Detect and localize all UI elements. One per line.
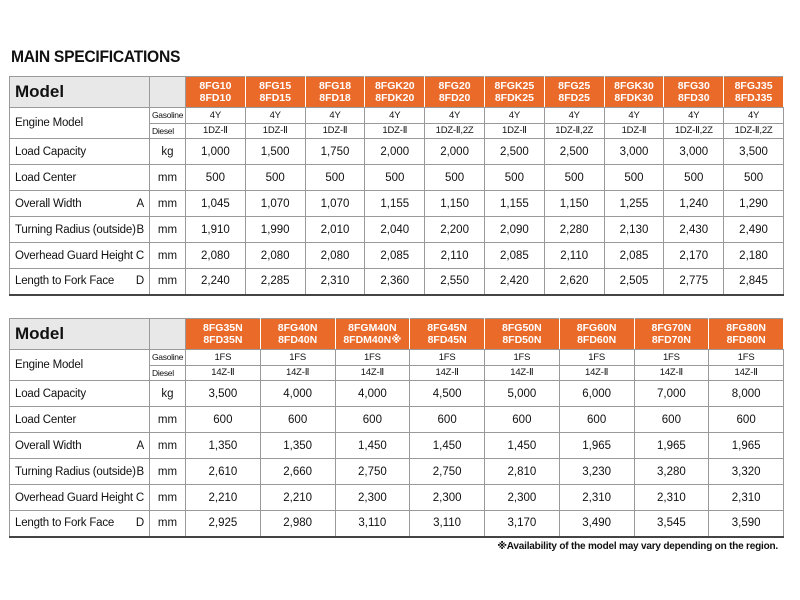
spec-value-cell: 600 <box>634 407 709 433</box>
spec-value-cell: 4,000 <box>260 381 335 407</box>
engine-diesel-cell: 1DZ-Ⅱ <box>484 123 544 139</box>
spec-row <box>10 191 784 217</box>
unit-cell: kg <box>150 381 186 407</box>
spec-value-cell: 2,040 <box>365 217 425 243</box>
spec-value-cell: 500 <box>365 165 425 191</box>
spec-value-cell: 600 <box>186 407 261 433</box>
model-name-cell <box>186 77 246 108</box>
diesel-model-name: 8FDK30 <box>614 92 654 104</box>
gasoline-model-name: 8FG35N <box>203 322 243 334</box>
spec-value-cell: 2,240 <box>186 269 246 295</box>
engine-gasoline-cell: 4Y <box>724 108 784 124</box>
spec-value-cell: 600 <box>485 407 560 433</box>
model-name-cell <box>559 319 634 350</box>
model-name-cell <box>186 319 261 350</box>
spec-label-cell <box>10 407 150 433</box>
engine-gasoline-cell: 1FS <box>709 350 784 366</box>
engine-diesel-cell: 14Z-Ⅱ <box>335 365 410 381</box>
engine-gasoline-cell: 4Y <box>245 108 305 124</box>
model-name-cell <box>260 319 335 350</box>
gasoline-model-name: 8FG45N <box>427 322 467 334</box>
engine-diesel-cell: 14Z-Ⅱ <box>410 365 485 381</box>
model-header-label: Model <box>10 319 150 350</box>
gasoline-model-name: 8FG30 <box>677 80 710 92</box>
spec-value-cell: 2,300 <box>410 485 485 511</box>
diesel-model-name: 8FDK20 <box>375 92 415 104</box>
spec-row <box>10 511 784 537</box>
gasoline-model-name: 8FG60N <box>576 322 617 334</box>
spec-value-cell: 2,280 <box>544 217 604 243</box>
spec-value-cell: 1,000 <box>186 139 246 165</box>
gasoline-model-name: 8FGK30 <box>614 80 654 92</box>
spec-label-cell <box>10 433 150 459</box>
diesel-model-name: 8FD70N <box>651 334 691 346</box>
spec-value-cell: 1,240 <box>664 191 724 217</box>
spec-value-cell: 600 <box>335 407 410 433</box>
spec-row <box>10 217 784 243</box>
spec-value-cell: 3,000 <box>604 139 664 165</box>
diesel-model-name: 8FD18 <box>319 92 351 104</box>
engine-gasoline-cell: 1FS <box>410 350 485 366</box>
engine-diesel-cell: 14Z-Ⅱ <box>186 365 261 381</box>
diesel-model-name: 8FD20 <box>438 92 471 104</box>
gasoline-model-name: 8FGK20 <box>374 80 415 92</box>
spec-value-cell: 2,090 <box>484 217 544 243</box>
spec-value-cell: 2,845 <box>724 269 784 295</box>
dimension-code: A <box>136 439 144 452</box>
spec-label: Overall Width <box>15 197 82 210</box>
header-spacer <box>150 77 186 108</box>
spec-value-cell: 2,285 <box>245 269 305 295</box>
engine-diesel-cell: 1DZ-Ⅱ <box>186 123 246 139</box>
spec-value-cell: 500 <box>724 165 784 191</box>
dimension-code: B <box>136 223 144 236</box>
engine-gasoline-cell: 4Y <box>186 108 246 124</box>
spec-value-cell: 2,420 <box>484 269 544 295</box>
spec-value-cell: 600 <box>709 407 784 433</box>
spec-value-cell: 2,925 <box>186 511 261 537</box>
spec-value-cell: 2,660 <box>260 459 335 485</box>
engine-gasoline-cell: 4Y <box>365 108 425 124</box>
engine-diesel-cell: 14Z-Ⅱ <box>559 365 634 381</box>
spec-label-cell <box>10 459 150 485</box>
dimension-code: C <box>135 491 144 504</box>
spec-row <box>10 459 784 485</box>
diesel-model-name: 8FD15 <box>259 92 291 104</box>
gasoline-model-name: 8FG50N <box>502 322 542 334</box>
engine-diesel-cell: 1DZ-Ⅱ,2Z <box>724 123 784 139</box>
unit-cell: mm <box>150 191 186 217</box>
spec-value-cell: 500 <box>186 165 246 191</box>
spec-value-cell: 2,980 <box>260 511 335 537</box>
engine-diesel-cell: 14Z-Ⅱ <box>260 365 335 381</box>
spec-value-cell: 2,500 <box>484 139 544 165</box>
spec-label-cell <box>10 139 150 165</box>
model-name-cell <box>485 319 560 350</box>
engine-gasoline-cell: 1FS <box>335 350 410 366</box>
spec-value-cell: 1,350 <box>186 433 261 459</box>
spec-row <box>10 165 784 191</box>
spec-value-cell: 3,230 <box>559 459 634 485</box>
dimension-code: D <box>135 517 144 530</box>
gasoline-model-name: 8FGM40N <box>348 322 397 334</box>
spec-value-cell: 2,750 <box>410 459 485 485</box>
dimension-code: B <box>136 465 144 478</box>
engine-gasoline-cell: 1FS <box>634 350 709 366</box>
engine-gasoline-cell: 4Y <box>484 108 544 124</box>
spec-value-cell: 2,490 <box>724 217 784 243</box>
spec-value-cell: 2,300 <box>335 485 410 511</box>
spec-value-cell: 1,910 <box>186 217 246 243</box>
unit-cell: mm <box>150 433 186 459</box>
spec-value-cell: 2,085 <box>365 243 425 269</box>
engine-diesel-cell: 1DZ-Ⅱ <box>305 123 365 139</box>
spec-value-cell: 2,170 <box>664 243 724 269</box>
model-name-cell <box>365 77 425 108</box>
gasoline-model-name: 8FG80N <box>726 322 766 334</box>
model-name-cell <box>484 77 544 108</box>
spec-value-cell: 2,310 <box>305 269 365 295</box>
spec-value-cell: 1,155 <box>484 191 544 217</box>
spec-value-cell: 1,750 <box>305 139 365 165</box>
spec-label-cell <box>10 381 150 407</box>
unit-cell: mm <box>150 165 186 191</box>
spec-value-cell: 1,450 <box>485 433 560 459</box>
spec-value-cell: 3,320 <box>709 459 784 485</box>
spec-label: Load Center <box>15 413 77 426</box>
spec-value-cell: 5,000 <box>485 381 560 407</box>
spec-value-cell: 2,360 <box>365 269 425 295</box>
spec-value-cell: 3,170 <box>485 511 560 537</box>
spec-row <box>10 139 784 165</box>
engine-diesel-cell: 1DZ-Ⅱ,2Z <box>544 123 604 139</box>
spec-label-cell <box>10 485 150 511</box>
spec-value-cell: 1,290 <box>724 191 784 217</box>
spec-value-cell: 600 <box>410 407 485 433</box>
spec-value-cell: 3,500 <box>186 381 261 407</box>
spec-value-cell: 2,110 <box>544 243 604 269</box>
unit-cell: mm <box>150 243 186 269</box>
spec-label: Load Center <box>15 171 77 184</box>
unit-cell: mm <box>150 407 186 433</box>
spec-value-cell: 6,000 <box>559 381 634 407</box>
spec-value-cell: 2,080 <box>245 243 305 269</box>
spec-value-cell: 2,080 <box>186 243 246 269</box>
model-name-cell <box>724 77 784 108</box>
engine-diesel-cell: 1DZ-Ⅱ <box>365 123 425 139</box>
spec-value-cell: 2,310 <box>634 485 709 511</box>
spec-value-cell: 500 <box>305 165 365 191</box>
fuel-gasoline-label: Gasoline <box>150 108 186 124</box>
spec-value-cell: 1,155 <box>365 191 425 217</box>
spec-value-cell: 3,490 <box>559 511 634 537</box>
model-name-cell <box>245 77 305 108</box>
fuel-gasoline-label: Gasoline <box>150 350 186 366</box>
spec-value-cell: 1,045 <box>186 191 246 217</box>
unit-cell: mm <box>150 459 186 485</box>
spec-value-cell: 1,255 <box>604 191 664 217</box>
model-header-row <box>10 77 784 108</box>
spec-value-cell: 4,000 <box>335 381 410 407</box>
gasoline-model-name: 8FG20 <box>438 80 471 92</box>
spec-row <box>10 433 784 459</box>
gasoline-model-name: 8FG15 <box>259 80 292 92</box>
model-name-cell <box>664 77 724 108</box>
spec-value-cell: 1,990 <box>245 217 305 243</box>
spec-label-cell <box>10 243 150 269</box>
spec-row <box>10 407 784 433</box>
spec-value-cell: 2,210 <box>260 485 335 511</box>
spec-value-cell: 3,545 <box>634 511 709 537</box>
engine-gasoline-cell: 1FS <box>186 350 261 366</box>
spec-value-cell: 2,300 <box>485 485 560 511</box>
spec-value-cell: 2,085 <box>484 243 544 269</box>
spec-value-cell: 500 <box>604 165 664 191</box>
model-name-cell <box>709 319 784 350</box>
spec-value-cell: 3,280 <box>634 459 709 485</box>
engine-diesel-cell: 1DZ-Ⅱ,2Z <box>425 123 485 139</box>
spec-value-cell: 2,000 <box>365 139 425 165</box>
diesel-model-name: 8FDM40N※ <box>343 334 402 346</box>
spec-row <box>10 381 784 407</box>
spec-label: Length to Fork Face <box>15 275 115 288</box>
unit-cell: kg <box>150 139 186 165</box>
spec-value-cell: 2,610 <box>186 459 261 485</box>
diesel-model-name: 8FD45N <box>427 334 467 346</box>
spec-label-cell <box>10 191 150 217</box>
spec-value-cell: 2,210 <box>186 485 261 511</box>
unit-cell: mm <box>150 511 186 537</box>
spec-value-cell: 1,070 <box>245 191 305 217</box>
spec-value-cell: 2,080 <box>305 243 365 269</box>
unit-cell: mm <box>150 269 186 295</box>
spec-value-cell: 2,505 <box>604 269 664 295</box>
diesel-model-name: 8FD10 <box>199 92 232 104</box>
spec-label: Length to Fork Face <box>15 517 115 530</box>
page-title: MAIN SPECIFICATIONS <box>11 47 181 66</box>
spec-label: Load Capacity <box>15 145 86 158</box>
engine-gasoline-row <box>10 108 784 124</box>
spec-value-cell: 500 <box>484 165 544 191</box>
model-header-row <box>10 319 784 350</box>
gasoline-model-name: 8FGK25 <box>494 80 535 92</box>
engine-gasoline-cell: 1FS <box>260 350 335 366</box>
spec-row <box>10 269 784 295</box>
spec-value-cell: 2,200 <box>425 217 485 243</box>
spec-value-cell: 2,110 <box>425 243 485 269</box>
model-name-cell <box>335 319 410 350</box>
model-name-cell <box>544 77 604 108</box>
engine-diesel-cell: 14Z-Ⅱ <box>634 365 709 381</box>
spec-label-cell <box>10 217 150 243</box>
spec-label: Turning Radius (outside) <box>15 223 136 236</box>
diesel-model-name: 8FD50N <box>502 334 542 346</box>
diesel-model-name: 8FD25 <box>558 92 590 104</box>
dimension-code: D <box>135 275 144 288</box>
engine-gasoline-cell: 4Y <box>305 108 365 124</box>
spec-value-cell: 2,180 <box>724 243 784 269</box>
spec-value-cell: 8,000 <box>709 381 784 407</box>
spec-label-cell <box>10 511 150 537</box>
engine-diesel-cell: 1DZ-Ⅱ <box>604 123 664 139</box>
spec-value-cell: 2,010 <box>305 217 365 243</box>
diesel-model-name: 8FDK25 <box>494 92 534 104</box>
spec-value-cell: 1,150 <box>425 191 485 217</box>
gasoline-model-name: 8FGJ35 <box>734 80 773 92</box>
model-name-cell <box>604 77 664 108</box>
spec-value-cell: 3,590 <box>709 511 784 537</box>
diesel-model-name: 8FD60N <box>577 334 617 346</box>
spec-row <box>10 485 784 511</box>
model-name-cell <box>425 77 485 108</box>
model-header-label: Model <box>10 77 150 108</box>
engine-diesel-cell: 1DZ-Ⅱ <box>245 123 305 139</box>
diesel-model-name: 8FDJ35 <box>734 92 773 104</box>
spec-value-cell: 2,810 <box>485 459 560 485</box>
spec-table-heavy <box>9 318 784 538</box>
spec-value-cell: 600 <box>559 407 634 433</box>
dimension-code: C <box>135 249 144 262</box>
spec-value-cell: 1,070 <box>305 191 365 217</box>
spec-value-cell: 1,150 <box>544 191 604 217</box>
diesel-model-name: 8FD40N <box>278 334 318 346</box>
diesel-model-name: 8FD80N <box>726 334 766 346</box>
spec-value-cell: 2,310 <box>559 485 634 511</box>
spec-value-cell: 500 <box>245 165 305 191</box>
spec-value-cell: 7,000 <box>634 381 709 407</box>
gasoline-model-name: 8FG70N <box>651 322 692 334</box>
gasoline-model-name: 8FG10 <box>199 80 232 92</box>
spec-value-cell: 1,450 <box>335 433 410 459</box>
spec-value-cell: 500 <box>425 165 485 191</box>
spec-value-cell: 2,310 <box>709 485 784 511</box>
spec-value-cell: 2,750 <box>335 459 410 485</box>
spec-label-cell <box>10 165 150 191</box>
footnote: ※Availability of the model may vary depending on the region. <box>497 541 778 552</box>
model-name-cell <box>634 319 709 350</box>
engine-diesel-cell: 1DZ-Ⅱ,2Z <box>664 123 724 139</box>
spec-value-cell: 500 <box>664 165 724 191</box>
spec-table-standard <box>9 76 784 296</box>
spec-label: Turning Radius (outside) <box>15 465 136 478</box>
spec-label: Overhead Guard Height <box>15 491 133 504</box>
header-spacer <box>150 319 186 350</box>
spec-value-cell: 2,430 <box>664 217 724 243</box>
spec-label: Overall Width <box>15 439 82 452</box>
spec-value-cell: 2,500 <box>544 139 604 165</box>
model-name-cell <box>410 319 485 350</box>
engine-gasoline-cell: 4Y <box>604 108 664 124</box>
gasoline-model-name: 8FG25 <box>558 80 591 92</box>
spec-label-cell <box>10 269 150 295</box>
engine-gasoline-row <box>10 350 784 366</box>
spec-value-cell: 1,965 <box>559 433 634 459</box>
spec-value-cell: 1,965 <box>634 433 709 459</box>
spec-value-cell: 4,500 <box>410 381 485 407</box>
spec-value-cell: 2,620 <box>544 269 604 295</box>
spec-value-cell: 500 <box>544 165 604 191</box>
engine-gasoline-cell: 4Y <box>664 108 724 124</box>
spec-value-cell: 2,000 <box>425 139 485 165</box>
engine-gasoline-cell: 4Y <box>544 108 604 124</box>
spec-value-cell: 1,350 <box>260 433 335 459</box>
dimension-code: A <box>136 197 144 210</box>
spec-value-cell: 3,110 <box>335 511 410 537</box>
spec-value-cell: 1,450 <box>410 433 485 459</box>
spec-value-cell: 3,500 <box>724 139 784 165</box>
spec-value-cell: 2,085 <box>604 243 664 269</box>
engine-model-label: Engine Model <box>10 108 150 139</box>
engine-gasoline-cell: 4Y <box>425 108 485 124</box>
spec-label: Overhead Guard Height <box>15 249 133 262</box>
spec-value-cell: 3,000 <box>664 139 724 165</box>
gasoline-model-name: 8FG40N <box>277 322 318 334</box>
fuel-diesel-label: Diesel <box>150 365 186 381</box>
model-name-cell <box>305 77 365 108</box>
spec-value-cell: 600 <box>260 407 335 433</box>
unit-cell: mm <box>150 217 186 243</box>
engine-diesel-cell: 14Z-Ⅱ <box>709 365 784 381</box>
unit-cell: mm <box>150 485 186 511</box>
diesel-model-name: 8FD35N <box>203 334 243 346</box>
fuel-diesel-label: Diesel <box>150 123 186 139</box>
engine-model-label: Engine Model <box>10 350 150 381</box>
spec-value-cell: 2,130 <box>604 217 664 243</box>
gasoline-model-name: 8FG18 <box>318 80 352 92</box>
spec-value-cell: 1,965 <box>709 433 784 459</box>
spec-row <box>10 243 784 269</box>
spec-label: Load Capacity <box>15 387 86 400</box>
engine-gasoline-cell: 1FS <box>559 350 634 366</box>
spec-value-cell: 1,500 <box>245 139 305 165</box>
spec-value-cell: 3,110 <box>410 511 485 537</box>
spec-value-cell: 2,550 <box>425 269 485 295</box>
engine-diesel-cell: 14Z-Ⅱ <box>485 365 560 381</box>
diesel-model-name: 8FD30 <box>678 92 710 104</box>
spec-value-cell: 2,775 <box>664 269 724 295</box>
engine-gasoline-cell: 1FS <box>485 350 560 366</box>
